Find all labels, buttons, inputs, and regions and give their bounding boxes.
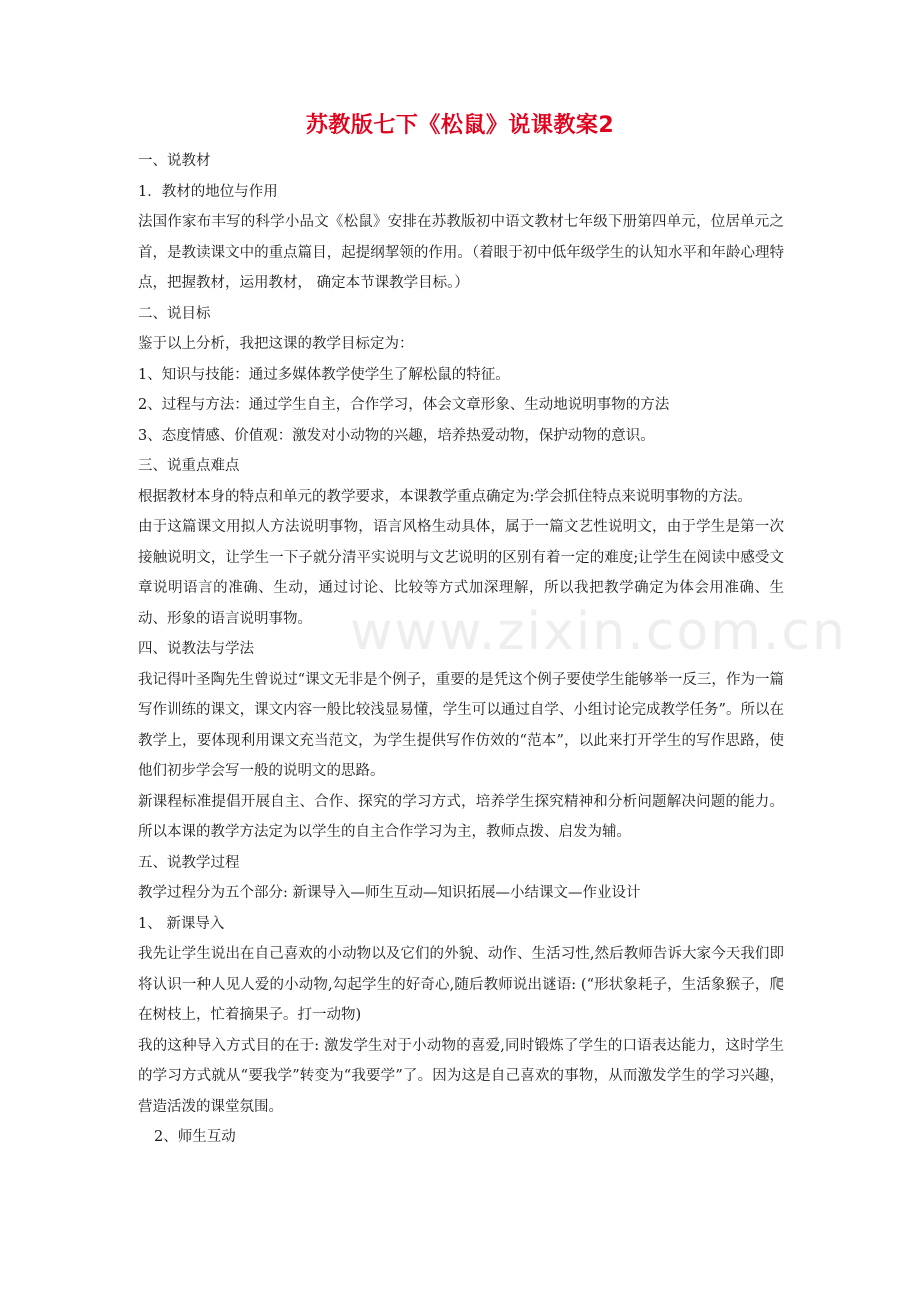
subsection-heading: 1．教材的地位与作用 <box>138 183 278 200</box>
section-heading: 一、说教材 <box>138 153 211 169</box>
paragraph: 我记得叶圣陶先生曾说过“课文无非是个例子，重要的是凭这个例子要使学生能够举一反三，作为一篇写作训练的课文，课文内容一般比较浅显易懂，学生可以通过自学、小组讨论完成教学任务”。所以在教学上，要体现利用课文充当范文，为学生提供写作仿效的“范本”，以此来打开学生的写作思路，使他们初步学会写一般的说明文的思路。 <box>138 671 784 779</box>
paragraph: 我的这种导入方式目的在于: 激发学生对于小动物的喜爱,同时锻炼了学生的口语表达能力，这时学生的学习方式就从“要我学”转变为“我要学”了。因为这是自己喜欢的事物，从而激发学生的学习兴趣，营造活泼的课堂氛围。 <box>138 1037 784 1115</box>
paragraph: 教学过程分为五个部分: 新课导入—师生互动—知识拓展—小结课文—作业设计 <box>138 885 641 901</box>
paragraph: 我先让学生说出在自己喜欢的小动物以及它们的外貌、动作、生活习性,然后教师告诉大家今天我们即将认识一种人见人爱的小动物,勾起学生的好奇心,随后教师说出谜语: (“形状象耗子，生活象猴子，爬在树枝上，忙着摘果子。打一动物) <box>138 946 784 1023</box>
list-item: 1、知识与技能：通过多媒体教学使学生了解松鼠的特征。 <box>138 366 510 383</box>
subsection-heading: 2、师生互动 <box>154 1129 236 1145</box>
paragraph: 法国作家布丰写的科学小品文《松鼠》安排在苏教版初中语文教材七年级下册第四单元，位居单元之首，是教读课文中的重点篇目，起提纲挈领的作用。（着眼于初中低年级学生的认知水平和年龄心理特点，把握教材，运用教材， 确定本节课教学目标。） <box>138 214 784 291</box>
section-heading: 三、说重点难点 <box>138 458 240 474</box>
paragraph: 新课程标准提倡开展自主、合作、探究的学习方式，培养学生探究精神和分析问题解决问题的能力。所以本课的教学方法定为以学生的自主合作学习为主，教师点拨、启发为辅。 <box>138 793 784 840</box>
paragraph: 鉴于以上分析，我把这课的教学目标定为： <box>138 336 414 352</box>
document-body <box>138 146 784 1153</box>
paragraph: 根据教材本身的特点和单元的教学要求，本课教学重点确定为:学会抓住特点来说明事物的方法。 <box>138 488 752 505</box>
section-heading: 五、说教学过程 <box>138 854 240 871</box>
subsection-heading: 1、 新课导入 <box>138 915 225 932</box>
section-heading: 四、说教法与学法 <box>138 641 254 657</box>
paragraph: 由于这篇课文用拟人方法说明事物，语言风格生动具体，属于一篇文艺性说明文，由于学生是第一次接触说明文，让学生一下子就分清平实说明与文艺说明的区别有着一定的难度;让学生在阅读中感受文章说明语言的准确、生动，通过讨论、比较等方式加深理解，所以我把教学确定为体会用准确、生动、形象的语言说明事物。 <box>138 519 784 627</box>
list-item: 2、过程与方法：通过学生自主，合作学习，体会文章形象、生动地说明事物的方法 <box>138 397 670 413</box>
list-item: 3、态度情感、价值观：激发对小动物的兴趣，培养热爱动物，保护动物的意识。 <box>138 427 655 444</box>
section-heading: 二、说目标 <box>138 305 211 322</box>
watermark: www.zixin.com.cn <box>350 602 847 662</box>
page-title: 苏教版七下《松鼠》说课教案2 <box>305 113 615 138</box>
